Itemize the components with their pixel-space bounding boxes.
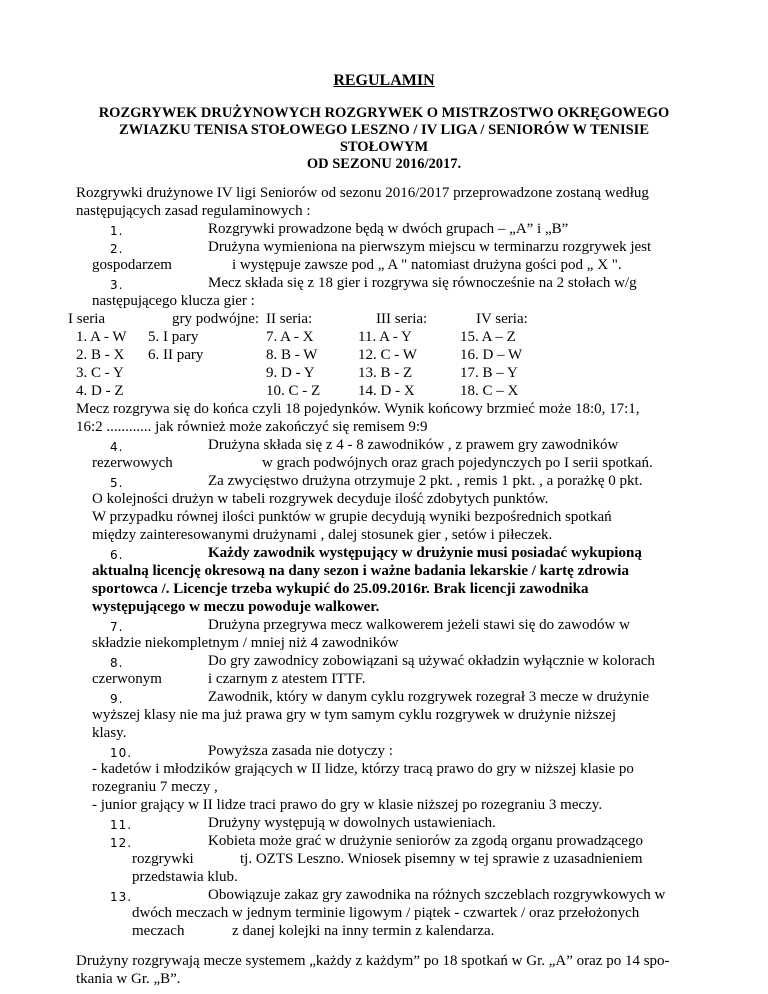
schedule-cell: 1. A - W: [76, 329, 127, 345]
item-1-text: Rozgrywki prowadzone będą w dwóch grupach – „A” i „B”: [208, 221, 569, 237]
item-9-text: wyższej klasy nie ma już prawa gry w tym samym cyklu rozgrywek w drużynie niższej: [92, 707, 617, 723]
item-number: 11.: [110, 818, 133, 832]
schedule-cell: 7. A - X: [266, 329, 314, 345]
match-result-line: 16:2 ............ jak również może zakończyć się remisem 9:9: [76, 419, 428, 435]
schedule-cell: 10. C - Z: [266, 383, 321, 399]
closing-line: Drużyny rozgrywają mecze systemem „każdy z każdym” po 18 spotkań w Gr. „A” oraz po 14 spo-: [76, 953, 670, 969]
schedule-cell: 4. D - Z: [76, 383, 124, 399]
schedule-cell: 14. D - X: [358, 383, 415, 399]
schedule-cell: 13. B - Z: [358, 365, 413, 381]
item-13-text: z danej kolejki na inny termin z kalendarza.: [232, 923, 495, 939]
match-result-line: Mecz rozgrywa się do końca czyli 18 pojedynków. Wynik końcowy brzmieć może 18:0, 17:1,: [76, 401, 640, 417]
item-5-text: Za zwycięstwo drużyna otrzymuje 2 pkt. , remis 1 pkt. , a porażkę 0 pkt.: [208, 473, 643, 489]
item-number: 7.: [110, 620, 124, 634]
item-number: 6.: [110, 548, 124, 562]
item-3-text: następującego klucza gier :: [92, 293, 255, 309]
item-number: 1.: [110, 224, 124, 238]
item-10-text: - junior grający w II lidze traci prawo do gry w klasie niższej po rozegraniu 3 meczy.: [92, 797, 603, 813]
schedule-header: II seria:: [266, 311, 313, 327]
item-12-text: tj. OZTS Leszno. Wniosek pisemny w tej sprawie z uzasadnieniem: [240, 851, 643, 867]
schedule-cell: 8. B - W: [266, 347, 318, 363]
item-6-text: aktualną licencję okresową na dany sezon i ważne badania lekarskie / kartę zdrowia: [92, 563, 629, 579]
item-9-text: klasy.: [92, 725, 127, 741]
item-number: 2.: [110, 242, 124, 256]
schedule-cell: 11. A - Y: [358, 329, 412, 345]
item-5-text: W przypadku równej ilości punktów w grupie decydują wyniki bezpośrednich spotkań: [92, 509, 612, 525]
item-number: 13.: [110, 890, 133, 904]
item-4-text: Drużyna składa się z 4 - 8 zawodników , z prawem gry zawodników: [208, 437, 619, 453]
schedule-cell: 9. D - Y: [266, 365, 315, 381]
item-10-text: - kadetów i młodzików grających w II lidze, którzy tracą prawo do gry w niższej klasie po: [92, 761, 634, 777]
item-5-text: O kolejności drużyn w tabeli rozgrywek decyduje ilość zdobytych punktów.: [92, 491, 549, 507]
schedule-header: I seria: [68, 311, 106, 327]
item-10-text: Powyższa zasada nie dotyczy :: [208, 743, 393, 759]
item-number: 12.: [110, 836, 133, 850]
item-13-text: meczach: [132, 923, 185, 939]
item-number: 3.: [110, 278, 124, 292]
schedule-cell: 16. D – W: [460, 347, 523, 363]
schedule-cell: 5. I pary: [148, 329, 199, 345]
item-8-text: czerwonym: [92, 671, 162, 687]
document-title: REGULAMIN: [333, 72, 435, 89]
schedule-cell: 15. A – Z: [460, 329, 516, 345]
item-2-text: Drużyna wymieniona na pierwszym miejscu w terminarzu rozgrywek jest: [208, 239, 652, 255]
intro-line: następujących zasad regulaminowych :: [76, 203, 311, 219]
item-5-text: między zainteresowanymi drużynami , dalej stosunek gier , setów i piłeczek.: [92, 527, 553, 543]
document-subtitle: [60, 105, 708, 173]
schedule-header: IV seria:: [476, 311, 528, 327]
item-8-text: Do gry zawodnicy zobowiązani są używać okładzin wyłącznie w kolorach: [208, 653, 655, 669]
item-10-text: rozegraniu 7 meczy ,: [92, 779, 218, 795]
item-12-text: przedstawia klub.: [132, 869, 238, 885]
item-6-text: występującego w meczu powoduje walkower.: [92, 599, 380, 615]
subtitle-line: STOŁOWYM: [339, 139, 429, 155]
item-8-text: i czarnym z atestem ITTF.: [208, 671, 366, 687]
item-4-text: rezerwowych: [92, 455, 173, 471]
item-12-text: Kobieta może grać w drużynie seniorów za zgodą organu prowadzącego: [208, 833, 643, 849]
item-6-text: Każdy zawodnik występujący w drużynie musi posiadać wykupioną: [208, 545, 642, 561]
schedule-cell: 18. C – X: [460, 383, 519, 399]
item-4-text: w grach podwójnych oraz grach pojedynczych po I serii spotkań.: [262, 455, 653, 471]
subtitle-line: OD SEZONU 2016/2017.: [306, 156, 462, 172]
item-9-text: Zawodnik, który w danym cyklu rozgrywek rozegrał 3 mecze w drużynie: [208, 689, 650, 705]
item-number: 10.: [110, 746, 133, 760]
item-number: 9.: [110, 692, 124, 706]
item-6-text: sportowca /. Licencje trzeba wykupić do 25.09.2016r. Brak licencji zawodnika: [92, 581, 589, 597]
item-7-text: Drużyna przegrywa mecz walkowerem jeżeli stawi się do zawodów w: [208, 617, 630, 633]
schedule-cell: 2. B - X: [76, 347, 125, 363]
item-3-text: Mecz składa się z 18 gier i rozgrywa się równocześnie na 2 stołach w/g: [208, 275, 637, 291]
item-12-text: rozgrywki: [132, 851, 194, 867]
item-13-text: dwóch meczach w jednym terminie ligowym / piątek - czwartek / oraz przełożonych: [132, 905, 640, 921]
item-number: 5.: [110, 476, 124, 490]
item-number: 4.: [110, 440, 124, 454]
closing-line: tkania w Gr. „B”.: [76, 971, 181, 987]
schedule-cell: 12. C - W: [358, 347, 417, 363]
item-7-text: składzie niekompletnym / mniej niż 4 zawodników: [92, 635, 399, 651]
item-2-text: gospodarzem: [92, 257, 172, 273]
intro-line: Rozgrywki drużynowe IV ligi Seniorów od sezonu 2016/2017 przeprowadzone zostaną według: [76, 185, 649, 201]
item-2-text: i występuje zawsze pod „ A " natomiast drużyna gości pod „ X ".: [232, 257, 622, 273]
schedule-cell: 17. B – Y: [460, 365, 518, 381]
item-number: 8.: [110, 656, 124, 670]
schedule-header: gry podwójne:: [172, 311, 260, 327]
subtitle-line: ZWIAZKU TENISA STOŁOWEGO LESZNO / IV LIGA / SENIORÓW W TENISIE: [119, 122, 649, 138]
schedule-cell: 6. II pary: [148, 347, 204, 363]
schedule-header: III seria:: [376, 311, 428, 327]
item-13-text: Obowiązuje zakaz gry zawodnika na różnych szczeblach rozgrywkowych w: [208, 887, 666, 903]
schedule-cell: 3. C - Y: [76, 365, 124, 381]
subtitle-line: ROZGRYWEK DRUŻYNOWYCH ROZGRYWEK O MISTRZOSTWO OKRĘGOWEGO: [98, 105, 670, 121]
item-11-text: Drużyny występują w dowolnych ustawieniach.: [208, 815, 496, 831]
